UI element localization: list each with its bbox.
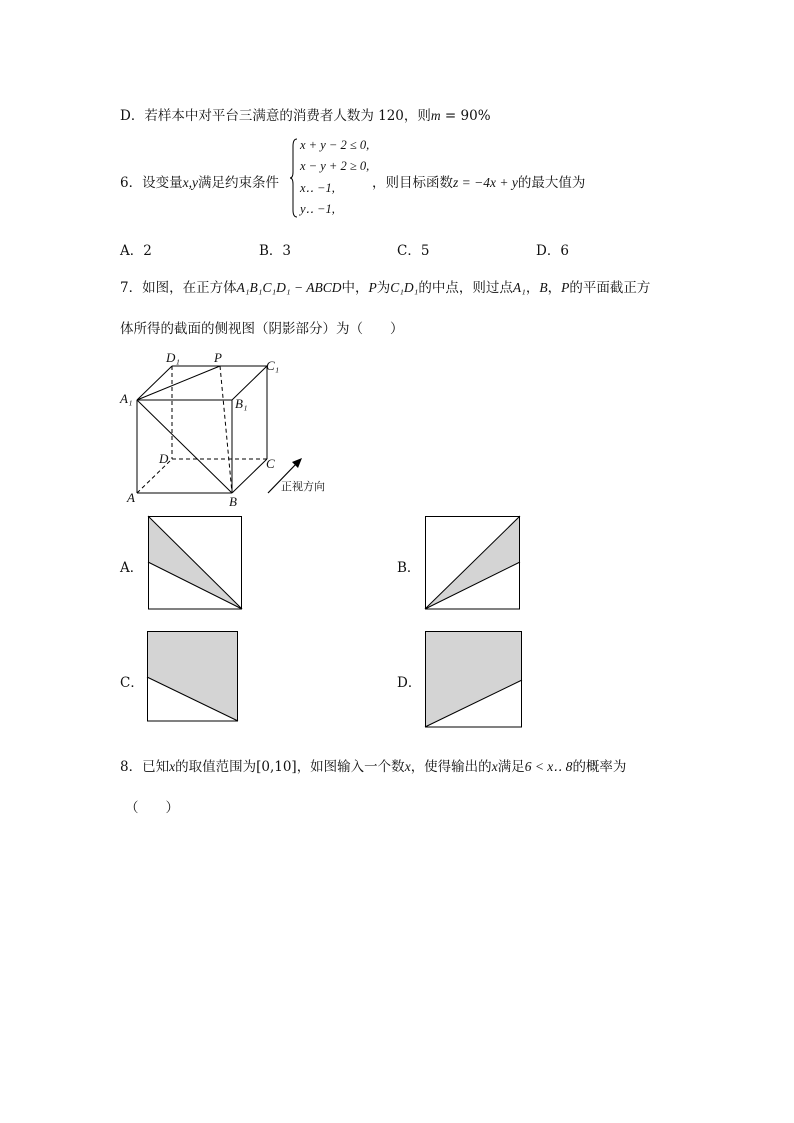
cube-edge-bc	[232, 459, 267, 493]
q5-option-d-var: m	[430, 108, 441, 123]
q7-sep1: ，	[525, 280, 540, 296]
q6-stem-pre: 6．设变量	[120, 175, 183, 191]
label-d: D	[159, 451, 169, 466]
q7-stem-mid1: 中，	[341, 280, 369, 296]
q7-option-c-label: C．	[120, 675, 144, 691]
label-b: B	[229, 494, 237, 509]
q7-a1: A₁	[512, 280, 526, 295]
q8-x1: x	[169, 759, 176, 774]
section-line-a1b	[137, 400, 232, 493]
section-hidden-line-pb	[220, 366, 232, 493]
q6-constraint-1: x + y − 2 ≤ 0,	[300, 138, 370, 152]
q6-option-b: B．3	[259, 243, 292, 259]
q5-option-d-value: = 90%	[440, 108, 491, 124]
q7-option-d-figure	[425, 631, 523, 728]
label-d1: D₁	[166, 350, 180, 365]
q6-stem-end: 的最大值为	[517, 175, 586, 191]
view-direction-label: 正视方向	[281, 480, 325, 493]
q6-objective: z = −4x + y	[453, 175, 518, 190]
q7-stem-mid3: 的中点，则过点	[418, 280, 513, 296]
q7-option-a-label: A．	[120, 560, 144, 576]
q6-stem-mid: 满足约束条件	[197, 175, 279, 191]
q7-stem-mid4: 的平面截正方	[569, 280, 651, 296]
q8-x3: x	[491, 759, 498, 774]
q7-stem-mid2: 为	[376, 280, 391, 296]
q7-cube: A₁B₁C₁D₁ − ABCD	[236, 280, 342, 295]
q7-option-b-label: B．	[397, 560, 421, 576]
q6-option-c: C．5	[397, 243, 430, 259]
q8-range: [0,10]	[256, 759, 297, 775]
label-c1: C₁	[266, 358, 280, 373]
q8-stem-pre: 8．已知	[120, 759, 170, 775]
q8-stem-mid3: ，使得输出的	[410, 759, 492, 775]
q6-stem-post: ，则目标函数	[372, 175, 453, 191]
cube-figure	[0, 0, 794, 520]
q5-option-d-text: 若样本中对平台三满意的消费者人数为 120，则	[144, 108, 431, 124]
q7-sep2: ，	[547, 280, 562, 296]
q8-cond: 6 < x‥ 8	[524, 759, 573, 774]
q6-option-a: A．2	[120, 243, 152, 259]
label-a: A	[127, 490, 135, 505]
q8-stem-mid4: 满足	[497, 759, 525, 775]
q7-option-b-figure	[425, 516, 521, 610]
q7-option-c-figure	[147, 631, 239, 722]
q5-option-d-letter: D．	[120, 108, 145, 124]
q6-constraint-4: y‥ −1,	[300, 202, 335, 216]
q8-answer-blank: （ ）	[125, 800, 179, 816]
q8-stem-mid2: ，如图输入一个数	[296, 759, 405, 775]
q7-stem-line2: 体所得的截面的侧视图（阴影部分）为（ ）	[120, 321, 404, 337]
q6-option-d: D．6	[536, 243, 569, 259]
q8-stem-mid1: 的取值范围为	[175, 759, 257, 775]
section-line-a1p	[137, 366, 220, 400]
label-b1: B₁	[235, 396, 248, 411]
q8-stem-line1	[120, 755, 626, 775]
label-c: C	[266, 456, 275, 471]
q8-x2: x	[404, 759, 411, 774]
q6-vars: x,y	[182, 175, 198, 190]
q7-stem-pre: 7．如图，在正方体	[120, 280, 237, 296]
label-a1: A₁	[120, 391, 133, 406]
q7-p2: P	[561, 280, 570, 295]
cube-edge-a1d1	[137, 366, 172, 400]
cube-edge-b1c1	[232, 366, 267, 400]
label-p: P	[214, 350, 222, 365]
q7-p: P	[368, 280, 377, 295]
q6-constraint-3: x‥ −1,	[300, 181, 335, 195]
q7-b: B	[539, 280, 548, 295]
q6-constraint-2: x − y + 2 ≥ 0,	[300, 159, 370, 173]
q7-option-a-figure	[148, 516, 243, 610]
q8-stem-end: 的概率为	[572, 759, 627, 775]
q7-segment: C₁D₁	[390, 280, 419, 295]
q7-option-d-label: D．	[397, 675, 422, 691]
